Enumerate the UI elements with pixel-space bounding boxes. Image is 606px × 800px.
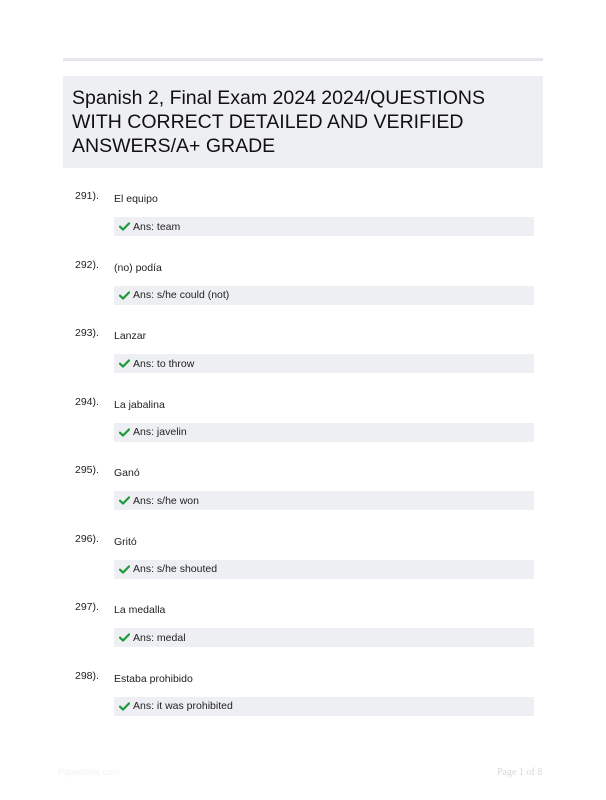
question-item xyxy=(0,464,606,533)
check-icon xyxy=(119,702,130,711)
question-text: Gritó xyxy=(114,535,137,548)
question-number: 293). xyxy=(75,327,99,339)
question-item xyxy=(0,190,606,259)
title-banner xyxy=(63,76,543,168)
answer-text: Ans: medal xyxy=(133,631,186,644)
answer-box xyxy=(114,491,534,510)
question-text: El equipo xyxy=(114,193,158,205)
question-number: 292). xyxy=(75,258,99,271)
page-number: Page 1 of 8 xyxy=(497,767,543,778)
answer-text: Ans: s/he shouted xyxy=(133,563,218,575)
answer-text: Ans: to throw xyxy=(133,357,195,370)
question-text: (no) podía xyxy=(114,261,162,274)
question-text: La medalla xyxy=(114,604,166,616)
question-item xyxy=(0,533,606,602)
answer-box xyxy=(114,286,534,305)
question-number: 298). xyxy=(75,669,99,682)
question-number: 296). xyxy=(75,532,99,545)
question-item xyxy=(0,327,606,396)
check-icon xyxy=(119,359,130,368)
question-list xyxy=(0,190,606,738)
question-text: Estaba prohibido xyxy=(114,672,193,685)
question-text: Lanzar xyxy=(114,330,147,342)
question-item xyxy=(0,396,606,465)
check-icon xyxy=(119,496,130,505)
answer-text: Ans: s/he could (not) xyxy=(133,289,230,301)
answer-text: Ans: s/he won xyxy=(133,494,199,507)
question-number: 291). xyxy=(75,190,99,202)
question-number: 297). xyxy=(75,601,99,613)
check-icon xyxy=(119,291,130,300)
question-item xyxy=(0,670,606,739)
document-title: Spanish 2, Final Exam 2024 2024/QUESTIONS WITH CORRECT DETAILED AND VERIFIED ANSWERS/A+ GRADE xyxy=(72,87,485,157)
footer-watermark: Paperbliss.com xyxy=(58,767,120,777)
answer-text: Ans: it was prohibited xyxy=(133,700,233,712)
top-divider xyxy=(63,58,543,61)
answer-box xyxy=(114,217,534,236)
check-icon xyxy=(119,633,130,642)
answer-box xyxy=(114,628,534,647)
question-number: 295). xyxy=(75,464,99,476)
question-text: Ganó xyxy=(114,467,140,479)
answer-box xyxy=(114,423,534,442)
answer-box xyxy=(114,697,534,716)
answer-text: Ans: javelin xyxy=(133,426,187,438)
question-item xyxy=(0,259,606,328)
check-icon xyxy=(119,428,130,437)
check-icon xyxy=(119,222,130,231)
answer-box xyxy=(114,560,534,579)
answer-text: Ans: team xyxy=(133,220,181,233)
question-item xyxy=(0,601,606,670)
question-text: La jabalina xyxy=(114,398,165,411)
question-number: 294). xyxy=(75,395,99,408)
check-icon xyxy=(119,565,130,574)
answer-box xyxy=(114,354,534,373)
